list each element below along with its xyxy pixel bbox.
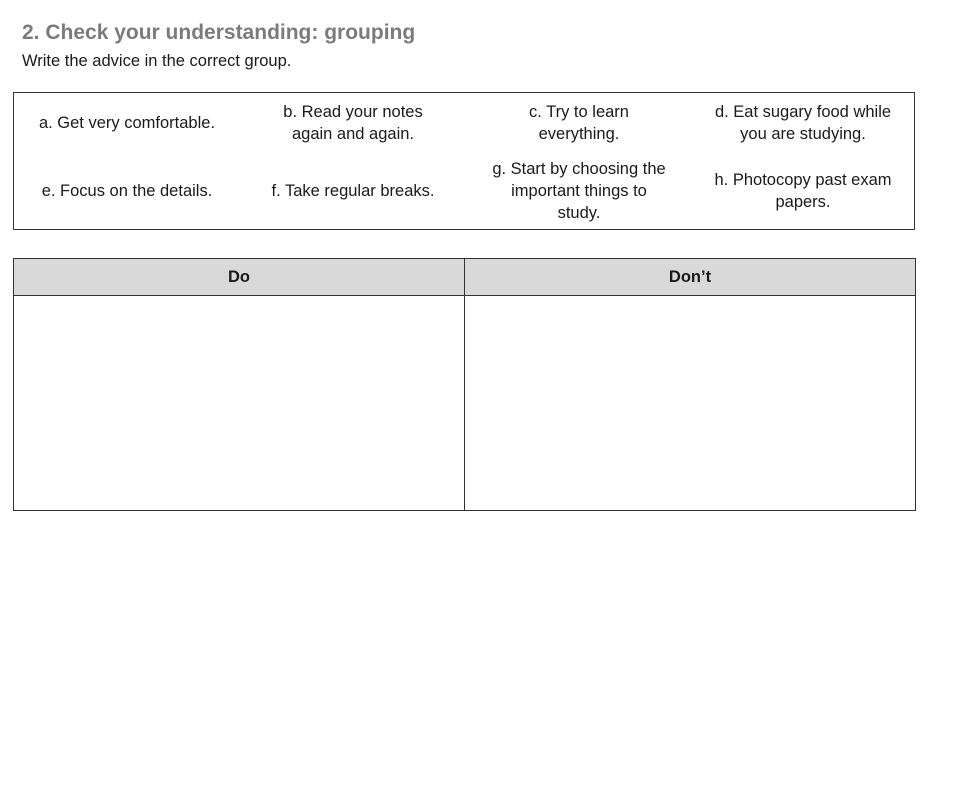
do-column-header: Do [14, 259, 465, 296]
advice-line: g. Start by choosing the [492, 160, 666, 178]
advice-line: a. Get very comfortable. [38, 114, 216, 132]
advice-line: again and again. [291, 125, 414, 143]
advice-line: everything. [538, 125, 620, 143]
dont-column-header: Don’t [465, 259, 916, 296]
advice-line: study. [557, 204, 601, 222]
advice-item-c [466, 93, 692, 153]
table-header-row [14, 259, 916, 296]
advice-item-e [14, 153, 240, 229]
advice-line: b. Read your notes [283, 103, 423, 121]
advice-item-b [240, 93, 466, 153]
advice-box [13, 92, 915, 230]
advice-line: e. Focus on the details. [41, 182, 213, 200]
table-answer-row [14, 296, 916, 511]
advice-line: important things to [511, 182, 647, 200]
do-dont-table [13, 258, 916, 511]
advice-line: papers. [775, 193, 831, 211]
advice-line: h. Photocopy past exam [714, 171, 892, 189]
advice-item-f [240, 153, 466, 229]
advice-item-d [692, 93, 914, 153]
advice-item-a [14, 93, 240, 153]
advice-line: you are studying. [740, 125, 866, 143]
advice-item-h [692, 153, 914, 229]
advice-line: d. Eat sugary food while [714, 103, 892, 121]
advice-line: c. Try to learn [529, 103, 629, 121]
exercise-title: 2. Check your understanding: grouping [22, 21, 416, 44]
advice-item-g [466, 153, 692, 229]
advice-line: f. Take regular breaks. [271, 182, 435, 200]
exercise-instruction: Write the advice in the correct group. [22, 52, 292, 70]
do-answer-cell[interactable] [14, 296, 465, 511]
dont-answer-cell[interactable] [465, 296, 916, 511]
